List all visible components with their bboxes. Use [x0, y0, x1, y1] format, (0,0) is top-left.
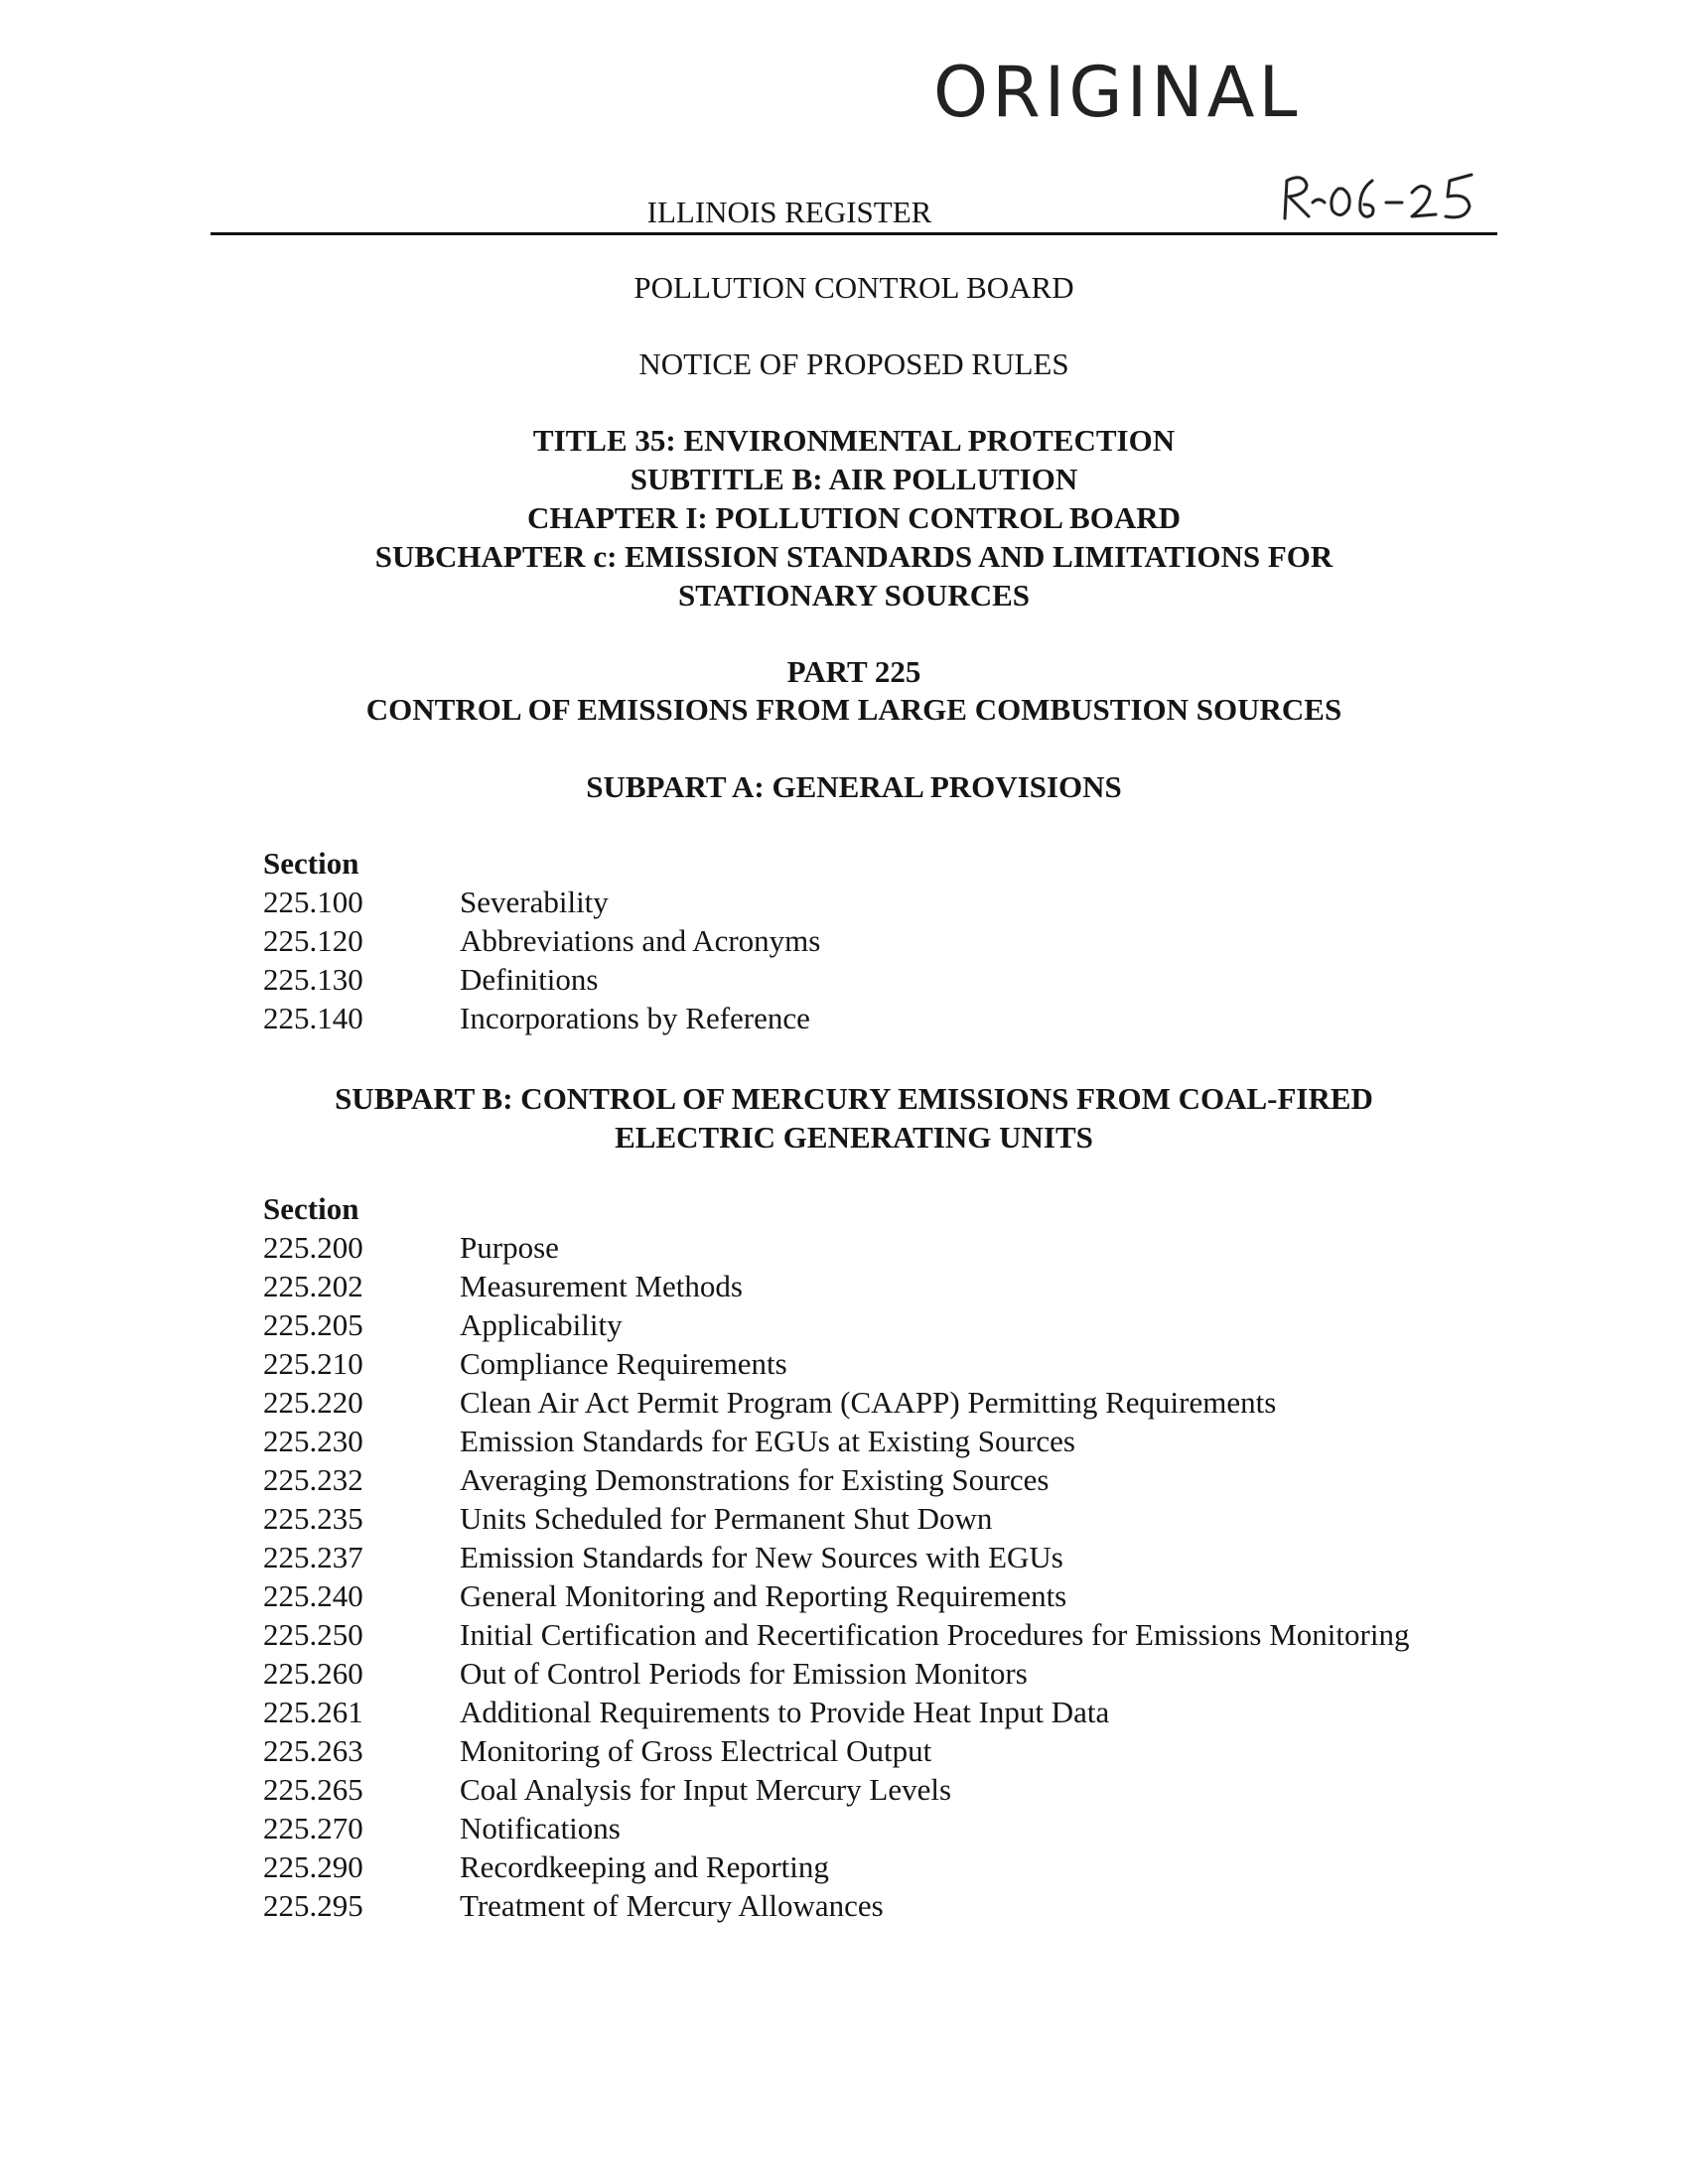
section-number: 225.232 — [263, 1462, 363, 1497]
table-row — [263, 1809, 1554, 1847]
section-number: 225.130 — [263, 962, 363, 997]
table-row — [263, 1228, 1554, 1267]
section-number: 225.295 — [263, 1888, 363, 1923]
original-stamp: ORIGINAL — [933, 52, 1302, 133]
table-row — [263, 1422, 1554, 1460]
section-title: Treatment of Mercury Allowances — [460, 1888, 884, 1923]
section-column-heading: Section — [263, 846, 359, 881]
section-number: 225.210 — [263, 1346, 363, 1381]
section-title: Averaging Demonstrations for Existing Sources — [460, 1462, 1050, 1497]
section-number: 225.270 — [263, 1811, 363, 1845]
table-row — [263, 883, 1554, 921]
section-number: 225.235 — [263, 1501, 363, 1536]
table-row — [263, 1886, 1554, 1925]
section-title: Purpose — [460, 1230, 559, 1265]
subpart-a-title: SUBPART A: GENERAL PROVISIONS — [586, 769, 1122, 804]
table-row — [263, 1538, 1554, 1576]
section-title: Incorporations by Reference — [460, 1001, 810, 1035]
section-number: 225.260 — [263, 1656, 363, 1691]
part-number: PART 225 — [786, 654, 921, 689]
section-title: Measurement Methods — [460, 1269, 743, 1303]
subpart-b-section-list — [263, 1190, 1554, 1925]
table-row — [263, 921, 1554, 960]
table-row — [263, 1383, 1554, 1422]
section-title: Clean Air Act Permit Program (CAAPP) Permitting Requirements — [460, 1385, 1277, 1420]
section-title: Severability — [460, 885, 609, 919]
title-line: TITLE 35: ENVIRONMENTAL PROTECTION — [532, 423, 1176, 458]
section-number: 225.140 — [263, 1001, 363, 1035]
section-title: Emission Standards for New Sources with EGUs — [460, 1540, 1063, 1574]
subchapter-line-1: SUBCHAPTER c: EMISSION STANDARDS AND LIMITATIONS FOR — [374, 539, 1333, 574]
subtitle-line: SUBTITLE B: AIR POLLUTION — [630, 462, 1078, 496]
table-row — [263, 1693, 1554, 1731]
section-number: 225.120 — [263, 923, 363, 958]
part-name: CONTROL OF EMISSIONS FROM LARGE COMBUSTION SOURCES — [365, 692, 1342, 727]
table-row — [263, 1499, 1554, 1538]
subpart-a-section-list — [263, 845, 1554, 1037]
agency-name: POLLUTION CONTROL BOARD — [633, 270, 1074, 305]
subpart-b-title-line-2: ELECTRIC GENERATING UNITS — [615, 1120, 1093, 1155]
section-title: General Monitoring and Reporting Requirements — [460, 1578, 1067, 1613]
section-number: 225.265 — [263, 1772, 363, 1807]
section-number: 225.261 — [263, 1695, 363, 1729]
section-number: 225.290 — [263, 1849, 363, 1884]
section-title: Out of Control Periods for Emission Monitors — [460, 1656, 1028, 1691]
section-number: 225.263 — [263, 1733, 363, 1768]
table-row — [263, 1654, 1554, 1693]
section-title: Additional Requirements to Provide Heat Input Data — [460, 1695, 1110, 1729]
chapter-line: CHAPTER I: POLLUTION CONTROL BOARD — [527, 500, 1181, 535]
table-row — [263, 1770, 1554, 1809]
table-row — [263, 1344, 1554, 1383]
section-title: Definitions — [460, 962, 599, 997]
register-header — [210, 191, 1497, 235]
section-number: 225.205 — [263, 1307, 363, 1342]
section-number: 225.237 — [263, 1540, 363, 1574]
subpart-b-title-line-1: SUBPART B: CONTROL OF MERCURY EMISSIONS FROM COAL-FIRED — [335, 1081, 1373, 1116]
table-row — [263, 1267, 1554, 1305]
table-row — [263, 1731, 1554, 1770]
section-number: 225.100 — [263, 885, 363, 919]
section-title: Initial Certification and Recertification Procedures for Emissions Monitoring — [460, 1617, 1410, 1652]
section-number: 225.200 — [263, 1230, 363, 1265]
section-title: Recordkeeping and Reporting — [460, 1849, 829, 1884]
table-row — [263, 1576, 1554, 1615]
section-title: Emission Standards for EGUs at Existing Sources — [460, 1424, 1075, 1458]
section-title: Monitoring of Gross Electrical Output — [460, 1733, 932, 1768]
register-title: ILLINOIS REGISTER — [646, 195, 932, 229]
section-title: Notifications — [460, 1811, 621, 1845]
section-number: 225.230 — [263, 1424, 363, 1458]
section-title: Coal Analysis for Input Mercury Levels — [460, 1772, 952, 1807]
table-row — [263, 999, 1554, 1037]
section-title: Abbreviations and Acronyms — [460, 923, 821, 958]
section-number: 225.250 — [263, 1617, 363, 1652]
section-number: 225.202 — [263, 1269, 363, 1303]
section-column-heading: Section — [263, 1191, 359, 1226]
section-number: 225.240 — [263, 1578, 363, 1613]
table-row — [263, 1460, 1554, 1499]
table-row — [263, 1615, 1554, 1654]
section-title: Applicability — [460, 1307, 623, 1342]
section-title: Compliance Requirements — [460, 1346, 787, 1381]
table-row — [263, 960, 1554, 999]
table-row — [263, 1847, 1554, 1886]
section-title: Units Scheduled for Permanent Shut Down — [460, 1501, 993, 1536]
table-row — [263, 1305, 1554, 1344]
section-number: 225.220 — [263, 1385, 363, 1420]
subchapter-line-2: STATIONARY SOURCES — [677, 578, 1031, 613]
notice-type: NOTICE OF PROPOSED RULES — [638, 346, 1069, 381]
